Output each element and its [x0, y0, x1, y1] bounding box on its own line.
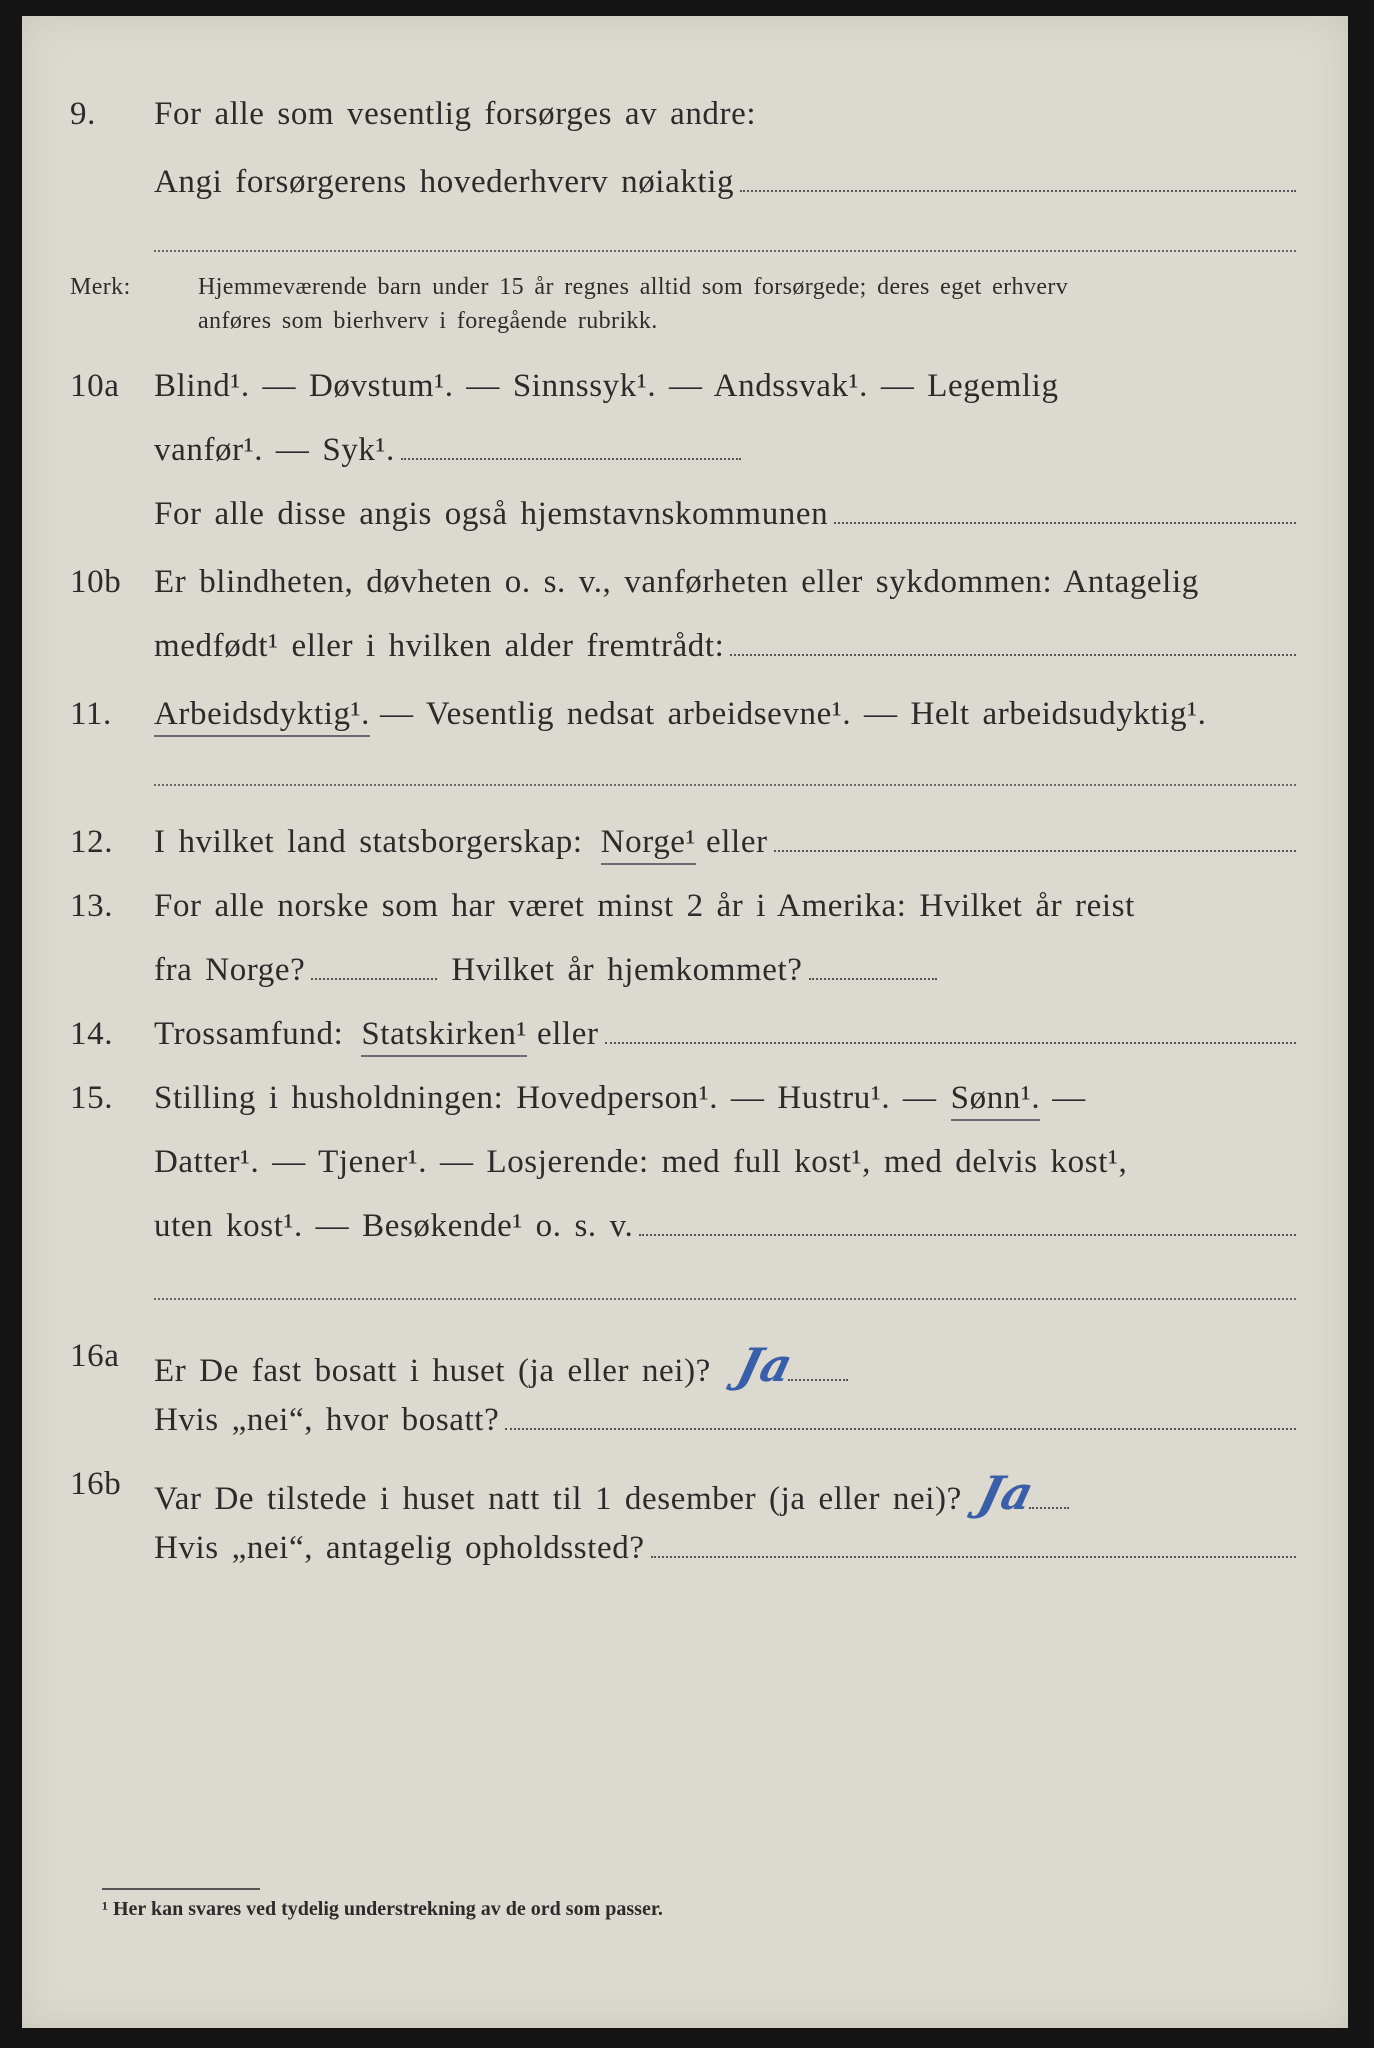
q14-option-state-church[interactable]: Statskirken¹	[361, 1016, 527, 1057]
q14-row	[22, 1016, 1348, 1057]
q16a-handwritten-answer[interactable]: Ja	[732, 1338, 799, 1392]
q10a-home-municipality-field[interactable]	[834, 521, 1296, 524]
q16b-location-label: Hvis „nei“, antagelig opholdssted?	[154, 1530, 645, 1566]
q14-number: 14.	[70, 1016, 114, 1052]
q15-number: 15.	[70, 1080, 114, 1116]
q10a-home-municipality-label: For alle disse angis også hjemstavnskommunen	[154, 496, 829, 532]
q16a-where-label: Hvis „nei“, hvor bosatt?	[154, 1402, 500, 1438]
q15-options-2: Datter¹. — Tjener¹. — Losjerende: med full kost¹, med delvis kost¹,	[154, 1144, 1128, 1180]
q10a-row-1	[22, 368, 1348, 405]
q12-country-field[interactable]	[774, 849, 1296, 852]
q15-row-3	[22, 1208, 1348, 1245]
q16b-number: 16b	[70, 1466, 122, 1502]
q16a-question: Er De fast bosatt i huset (ja eller nei)?	[154, 1353, 711, 1389]
q16b-row-2	[22, 1530, 1348, 1567]
q9-row-1	[22, 96, 1348, 133]
q10b-age-field[interactable]	[730, 653, 1296, 656]
q11-other-options: — Vesentlig nedsat arbeidsevne¹. — Helt arbeidsudyktig¹.	[379, 696, 1207, 732]
q11-number: 11.	[70, 696, 112, 732]
q16a-where-field[interactable]	[505, 1427, 1296, 1430]
q9-row-2	[22, 164, 1348, 201]
q15-blank-line[interactable]	[154, 1298, 1296, 1300]
merk-text-1: Hjemmeværende barn under 15 år regnes alltid som forsørgede; deres eget erhverv	[198, 274, 1069, 300]
q15-row-1	[22, 1080, 1348, 1121]
q11-blank-line[interactable]	[154, 784, 1296, 786]
q12-row	[22, 824, 1348, 865]
q16a-answer-field[interactable]	[788, 1378, 848, 1381]
q15-question: Stilling i husholdningen: Hovedperson¹. — Hustru¹. —	[154, 1080, 937, 1116]
q16b-handwritten-answer[interactable]: Ja	[973, 1466, 1040, 1520]
merk-row-2	[22, 308, 1348, 335]
q9-provider-label: Angi forsørgerens hovederhverv nøiaktig	[154, 164, 735, 200]
q14-question: Trossamfund:	[154, 1016, 344, 1052]
q10b-row-1	[22, 564, 1348, 601]
q13-row-2	[22, 952, 1348, 989]
q10b-number: 10b	[70, 564, 122, 600]
q10a-row-3	[22, 496, 1348, 533]
q13-left-label: fra Norge?	[154, 952, 306, 988]
q13-return-label: Hvilket år hjemkommet?	[451, 952, 803, 988]
q10b-row-2	[22, 628, 1348, 665]
merk-row-1	[22, 274, 1348, 301]
q15-option-son[interactable]: Sønn¹.	[951, 1080, 1041, 1121]
q9-blank-line[interactable]	[154, 250, 1296, 252]
q16b-question: Var De tilstede i huset natt til 1 desember (ja eller nei)?	[154, 1481, 962, 1517]
census-form-page	[22, 16, 1348, 2028]
q12-option-norway[interactable]: Norge¹	[601, 824, 696, 865]
q13-return-year-field[interactable]	[809, 977, 937, 980]
q10a-sick-field[interactable]	[401, 457, 741, 460]
q9-number: 9.	[70, 96, 96, 132]
q12-or: eller	[706, 824, 768, 860]
q13-left-year-field[interactable]	[311, 977, 437, 980]
q11-option-able[interactable]: Arbeidsdyktig¹.	[154, 696, 370, 737]
q9-heading: For alle som vesentlig forsørges av andre:	[154, 96, 757, 132]
q10b-question: Er blindheten, døvheten o. s. v., vanførheten eller sykdommen: Antagelig	[154, 564, 1199, 600]
q11-row	[22, 696, 1348, 737]
q16b-row-1	[22, 1466, 1348, 1520]
q9-provider-field[interactable]	[740, 189, 1296, 192]
q10a-number: 10a	[70, 368, 120, 404]
q10a-options-2: vanfør¹. — Syk¹.	[154, 432, 395, 468]
q16b-location-field[interactable]	[651, 1555, 1296, 1558]
merk-text-2: anføres som bierhverv i foregående rubrikk.	[198, 308, 658, 334]
q14-or: eller	[536, 1016, 599, 1052]
q15-dash: —	[1052, 1080, 1086, 1116]
q12-number: 12.	[70, 824, 114, 860]
q16b-answer-field[interactable]	[1029, 1506, 1069, 1509]
q10a-options: Blind¹. — Døvstum¹. — Sinnssyk¹. — Andssvak¹. — Legemlig	[154, 368, 1059, 404]
q15-other-field[interactable]	[639, 1233, 1296, 1236]
q12-question: I hvilket land statsborgerskap:	[154, 824, 583, 860]
q13-number: 13.	[70, 888, 114, 924]
q10a-row-2	[22, 432, 1348, 469]
footnote-rule	[102, 1888, 260, 1890]
q15-options-3: uten kost¹. — Besøkende¹ o. s. v.	[154, 1208, 634, 1244]
q13-question: For alle norske som har været minst 2 år i Amerika: Hvilket år reist	[154, 888, 1135, 924]
q13-row-1	[22, 888, 1348, 925]
merk-label: Merk:	[70, 274, 131, 300]
q10b-age-label: medfødt¹ eller i hvilken alder fremtrådt:	[154, 628, 725, 664]
q14-faith-field[interactable]	[605, 1041, 1296, 1044]
q16a-row-1	[22, 1338, 1348, 1392]
footnote: ¹ Her kan svares ved tydelig understrekning av de ord som passer.	[102, 1898, 663, 1920]
q16a-row-2	[22, 1402, 1348, 1439]
q15-row-2	[22, 1144, 1348, 1181]
q16a-number: 16a	[70, 1338, 120, 1374]
